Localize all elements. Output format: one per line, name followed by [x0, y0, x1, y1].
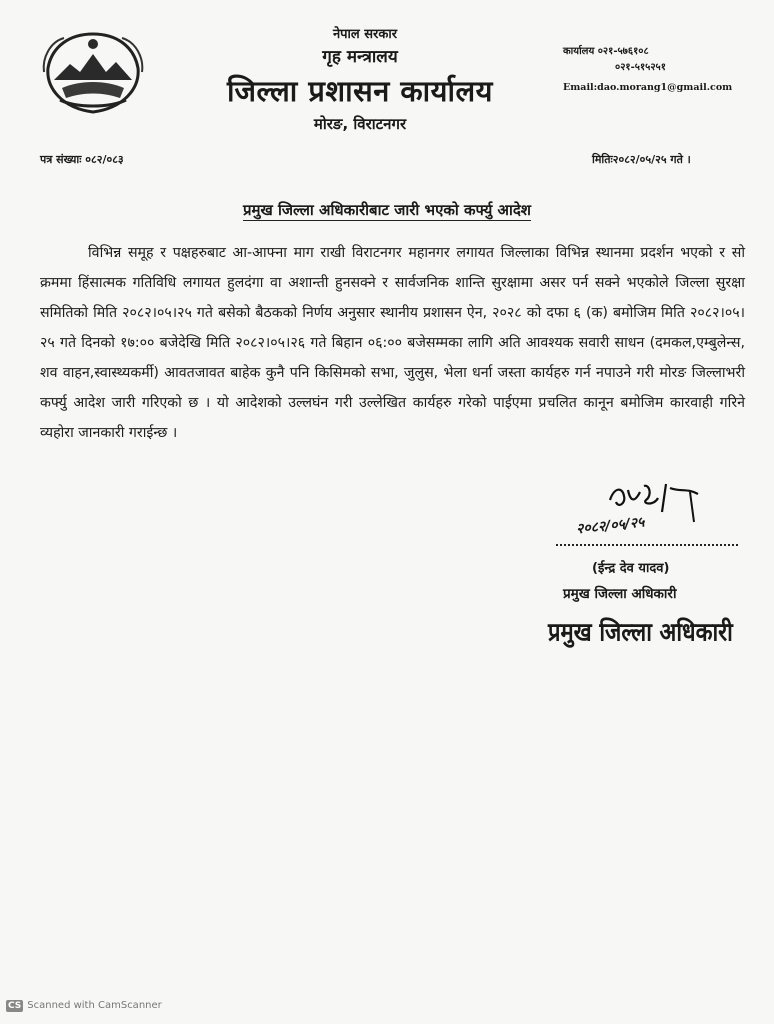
office-header: [180, 24, 540, 134]
letter-subject: [0, 200, 774, 220]
signatory-title: प्रमुख जिल्ला अधिकारी: [563, 586, 677, 602]
office-title: जिल्ला प्रशासन कार्यालय: [226, 74, 493, 108]
camscanner-logo-icon: CS: [8, 1001, 22, 1011]
signature-line: [556, 544, 738, 546]
designation-stamp: प्रमुख जिल्ला अधिकारी: [548, 617, 733, 648]
signatory-name: (ईन्द्र देव यादव): [592, 561, 670, 576]
signature-date: २०८२/०५/२५: [575, 514, 646, 538]
scanner-watermark: [6, 1000, 162, 1012]
ministry-name: गृह मन्त्रालय: [322, 47, 398, 67]
office-phone: कार्यालय ०२१-५७६१०८: [563, 46, 649, 57]
government-name: नेपाल सरकार: [332, 27, 398, 42]
office-phone-2: ०२१-५१५२५१: [615, 62, 666, 73]
subject-text: प्रमुख जिल्ला अधिकारीबाट जारी भएको कर्फ्यु आदेश: [242, 201, 531, 219]
scanner-text: Scanned with CamScanner: [27, 1000, 162, 1011]
handwritten-signature: [570, 478, 710, 548]
office-email: Email:dao.morang1@gmail.com: [563, 82, 733, 93]
nepal-government-emblem-icon: [40, 28, 146, 118]
reference-number: पत्र संख्याः ०८२/०८३: [40, 153, 124, 166]
office-location: मोरङ, विराटनगर: [313, 115, 407, 133]
letter-date: मितिः२०८२/०५/२५ गते ।: [592, 153, 691, 166]
letter-body: विभिन्न समूह र पक्षहरुबाट आ-आफ्ना माग राखी विराटनगर महानगर लगायत जिल्लाका विभिन्न स्थानमा प्रदर्शन भएको र सो क्रममा हिंसात्मक गतिविधि लगायत हुलदंगा वा अशान्ती हुनसक्ने र सार्वजनिक शान्ति सुरक्षामा असर पर्न सक्ने भएकोले जिल्ला सुरक्षा समितिको मिति २०८२।०५।२५ गते बसेको बैठकको निर्णय अनुसार स्थानीय प्रशासन ऐन, २०२८ को दफा ६ (क) बमोजिम मिति २०८२।०५।२५ गते दिनको १७:०० बजेदेखि मिति २०८२।०५।२६ गते बिहान ०६:०० बजेसम्मका लागि अति आवश्यक सवारी साधन (दमकल,एम्बुलेन्स, शव वाहन,स्वास्थ्यकर्मी) आवतजावत बाहेक कुनै पनि किसिमको सभा, जुलुस, भेला धर्ना जस्ता कार्यहरु गर्न नपाउने गरी मोरङ जिल्लाभरी कर्फ्यु आदेश जारी गरिएको छ । यो आदेशको उल्लघंन गरी उल्लेखित कार्यहरु गरेको पाईएमा प्रचलित कानून बमोजिम कारवाही गरिने व्यहोरा जानकारी गराईन्छ ।: [40, 245, 745, 441]
contact-block: [563, 44, 763, 96]
